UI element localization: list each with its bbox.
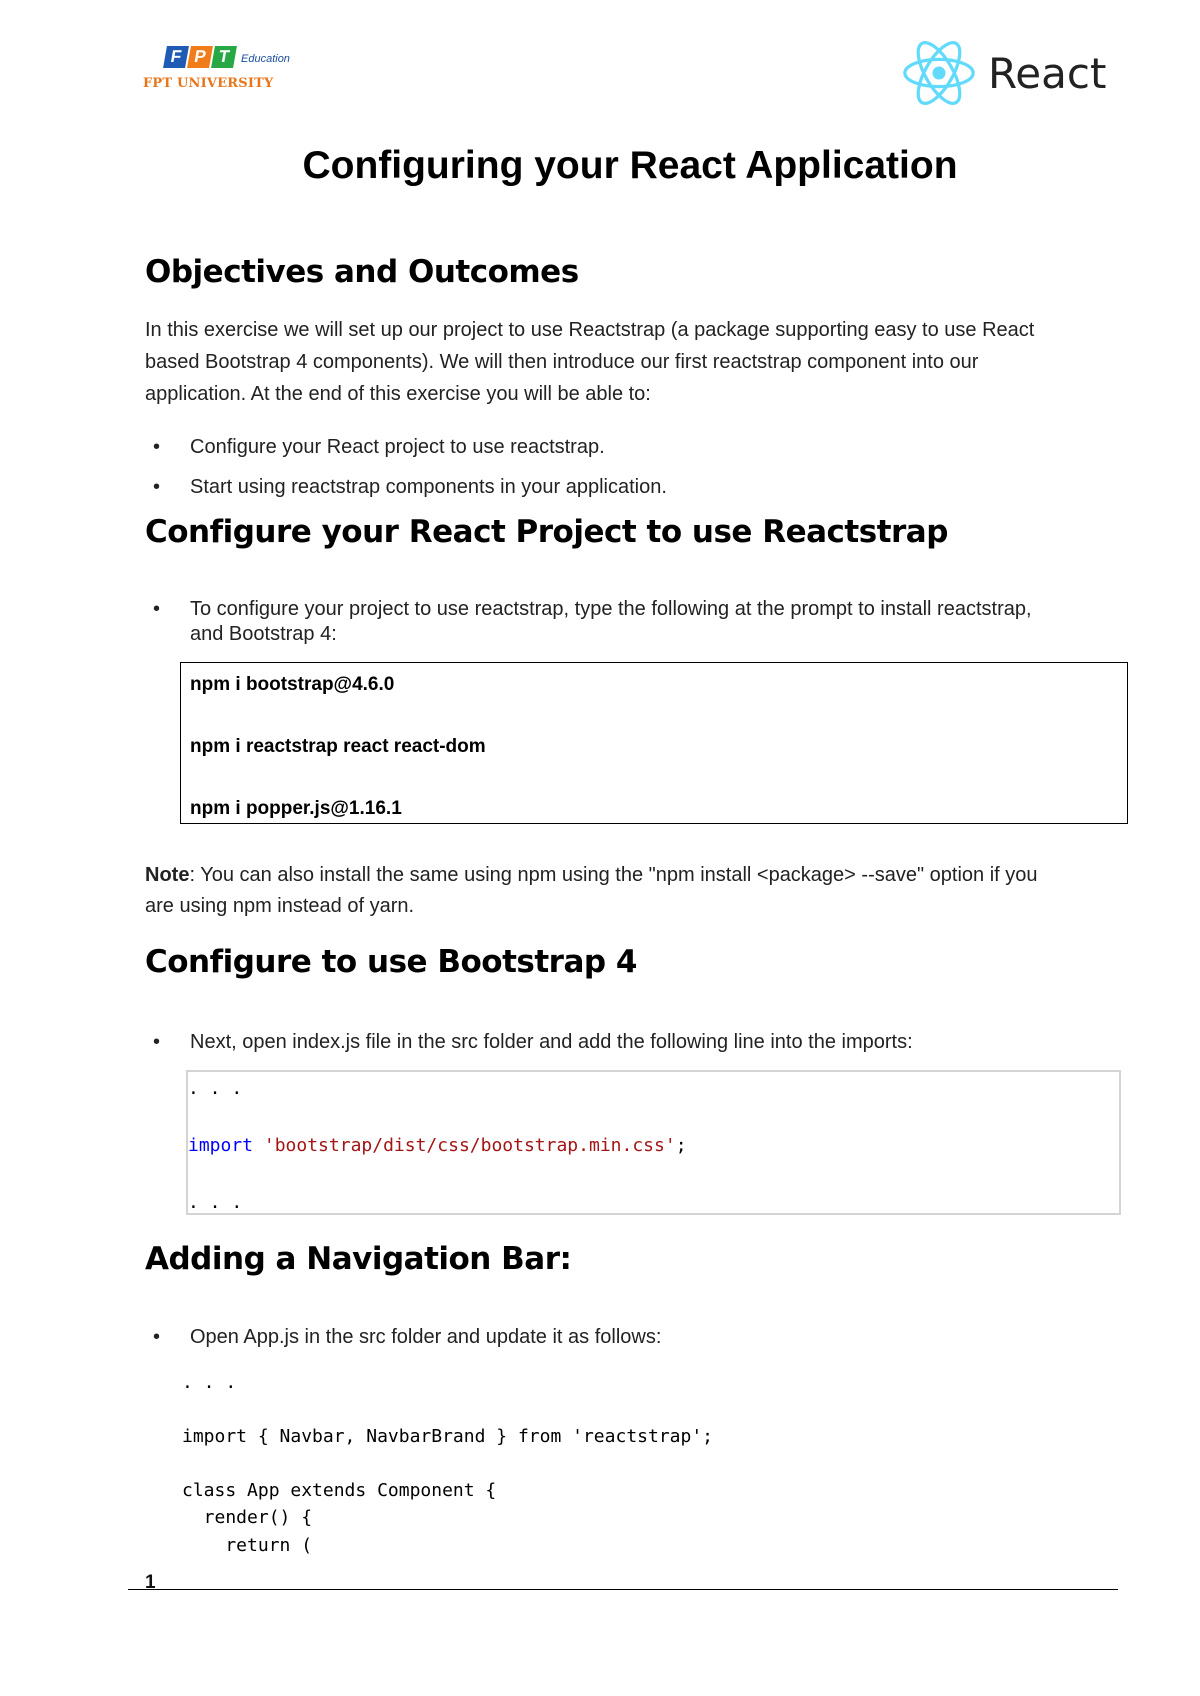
configure-bootstrap-heading: Configure to use Bootstrap 4 [145,944,637,980]
objectives-heading: Objectives and Outcomes [145,254,579,290]
fpt-letter-f: F [163,46,189,68]
note-label: Note [145,864,190,886]
command-line: npm i popper.js@1.16.1 [190,798,402,819]
list-item-text [190,597,1105,647]
bullet-icon: • [153,476,161,498]
fpt-education-label: Education [241,53,290,65]
list-item-text: Open App.js in the src folder and update it as follows: [190,1326,662,1348]
list-item [145,1030,1105,1055]
command-line: npm i bootstrap@4.6.0 [190,674,395,695]
fpt-letter-t: T [211,46,237,68]
bullet-icon: • [153,598,161,620]
code-ellipsis: . . . [188,1192,243,1213]
code-line: . . . [182,1372,237,1393]
footer-divider [128,1589,1118,1590]
code-semicolon: ; [675,1135,687,1156]
fpt-university-logo [143,46,303,106]
list-item [145,597,1105,647]
objectives-line-2: based Bootstrap 4 components). We will then introduce our first reactstrap component into our [145,351,979,373]
note-text-2: are using npm instead of yarn. [145,895,415,917]
install-instruction-line-2: and Bootstrap 4: [190,623,337,645]
list-item-text: Next, open index.js file in the src folder and add the following line into the imports: [190,1031,913,1053]
bullet-icon: • [153,1326,161,1348]
code-keyword: import [188,1135,254,1156]
code-line: return ( [182,1535,313,1556]
list-item [145,475,1105,500]
react-wordmark: React [988,48,1107,98]
navbar-heading: Adding a Navigation Bar: [145,1241,572,1277]
code-import-line [188,1135,687,1156]
fpt-university-label: FPT UNIVERSITY [143,76,274,91]
fpt-letter-p: P [187,46,213,68]
list-item-text: Configure your React project to use reactstrap. [190,436,605,458]
fpt-mark [165,46,303,68]
code-string: 'bootstrap/dist/css/bootstrap.min.css' [263,1135,676,1156]
code-line: class App extends Component { [182,1480,497,1501]
bullet-icon: • [153,436,161,458]
page-number: 1 [145,1572,156,1593]
code-ellipsis: . . . [188,1078,243,1099]
bullet-icon: • [153,1031,161,1053]
note-paragraph [145,860,1105,922]
page-title: Configuring your React Application [302,144,958,187]
react-atom-icon [900,36,978,110]
note-text-1: : You can also install the same using npm using the "npm install <package> --save" option if you [189,864,1038,886]
list-item [145,1325,1105,1350]
install-commands-box [180,662,1128,824]
code-block-bootstrap-import [186,1070,1121,1215]
code-line: import { Navbar, NavbarBrand } from 'reactstrap'; [182,1426,714,1447]
install-instruction-line-1: To configure your project to use reactstrap, type the following at the prompt to install reactstrap, [190,598,1032,620]
code-line: render() { [182,1507,313,1528]
objectives-paragraph [145,314,1105,410]
list-item [145,435,1105,460]
objectives-line-1: In this exercise we will set up our project to use Reactstrap (a package supporting easy to use React [145,319,1035,341]
configure-reactstrap-heading: Configure your React Project to use Reactstrap [145,514,948,550]
list-item-text: Start using reactstrap components in your application. [190,476,667,498]
command-line: npm i reactstrap react react-dom [190,736,486,757]
react-logo [900,36,1120,110]
objectives-line-3: application. At the end of this exercise you will be able to: [145,383,651,405]
